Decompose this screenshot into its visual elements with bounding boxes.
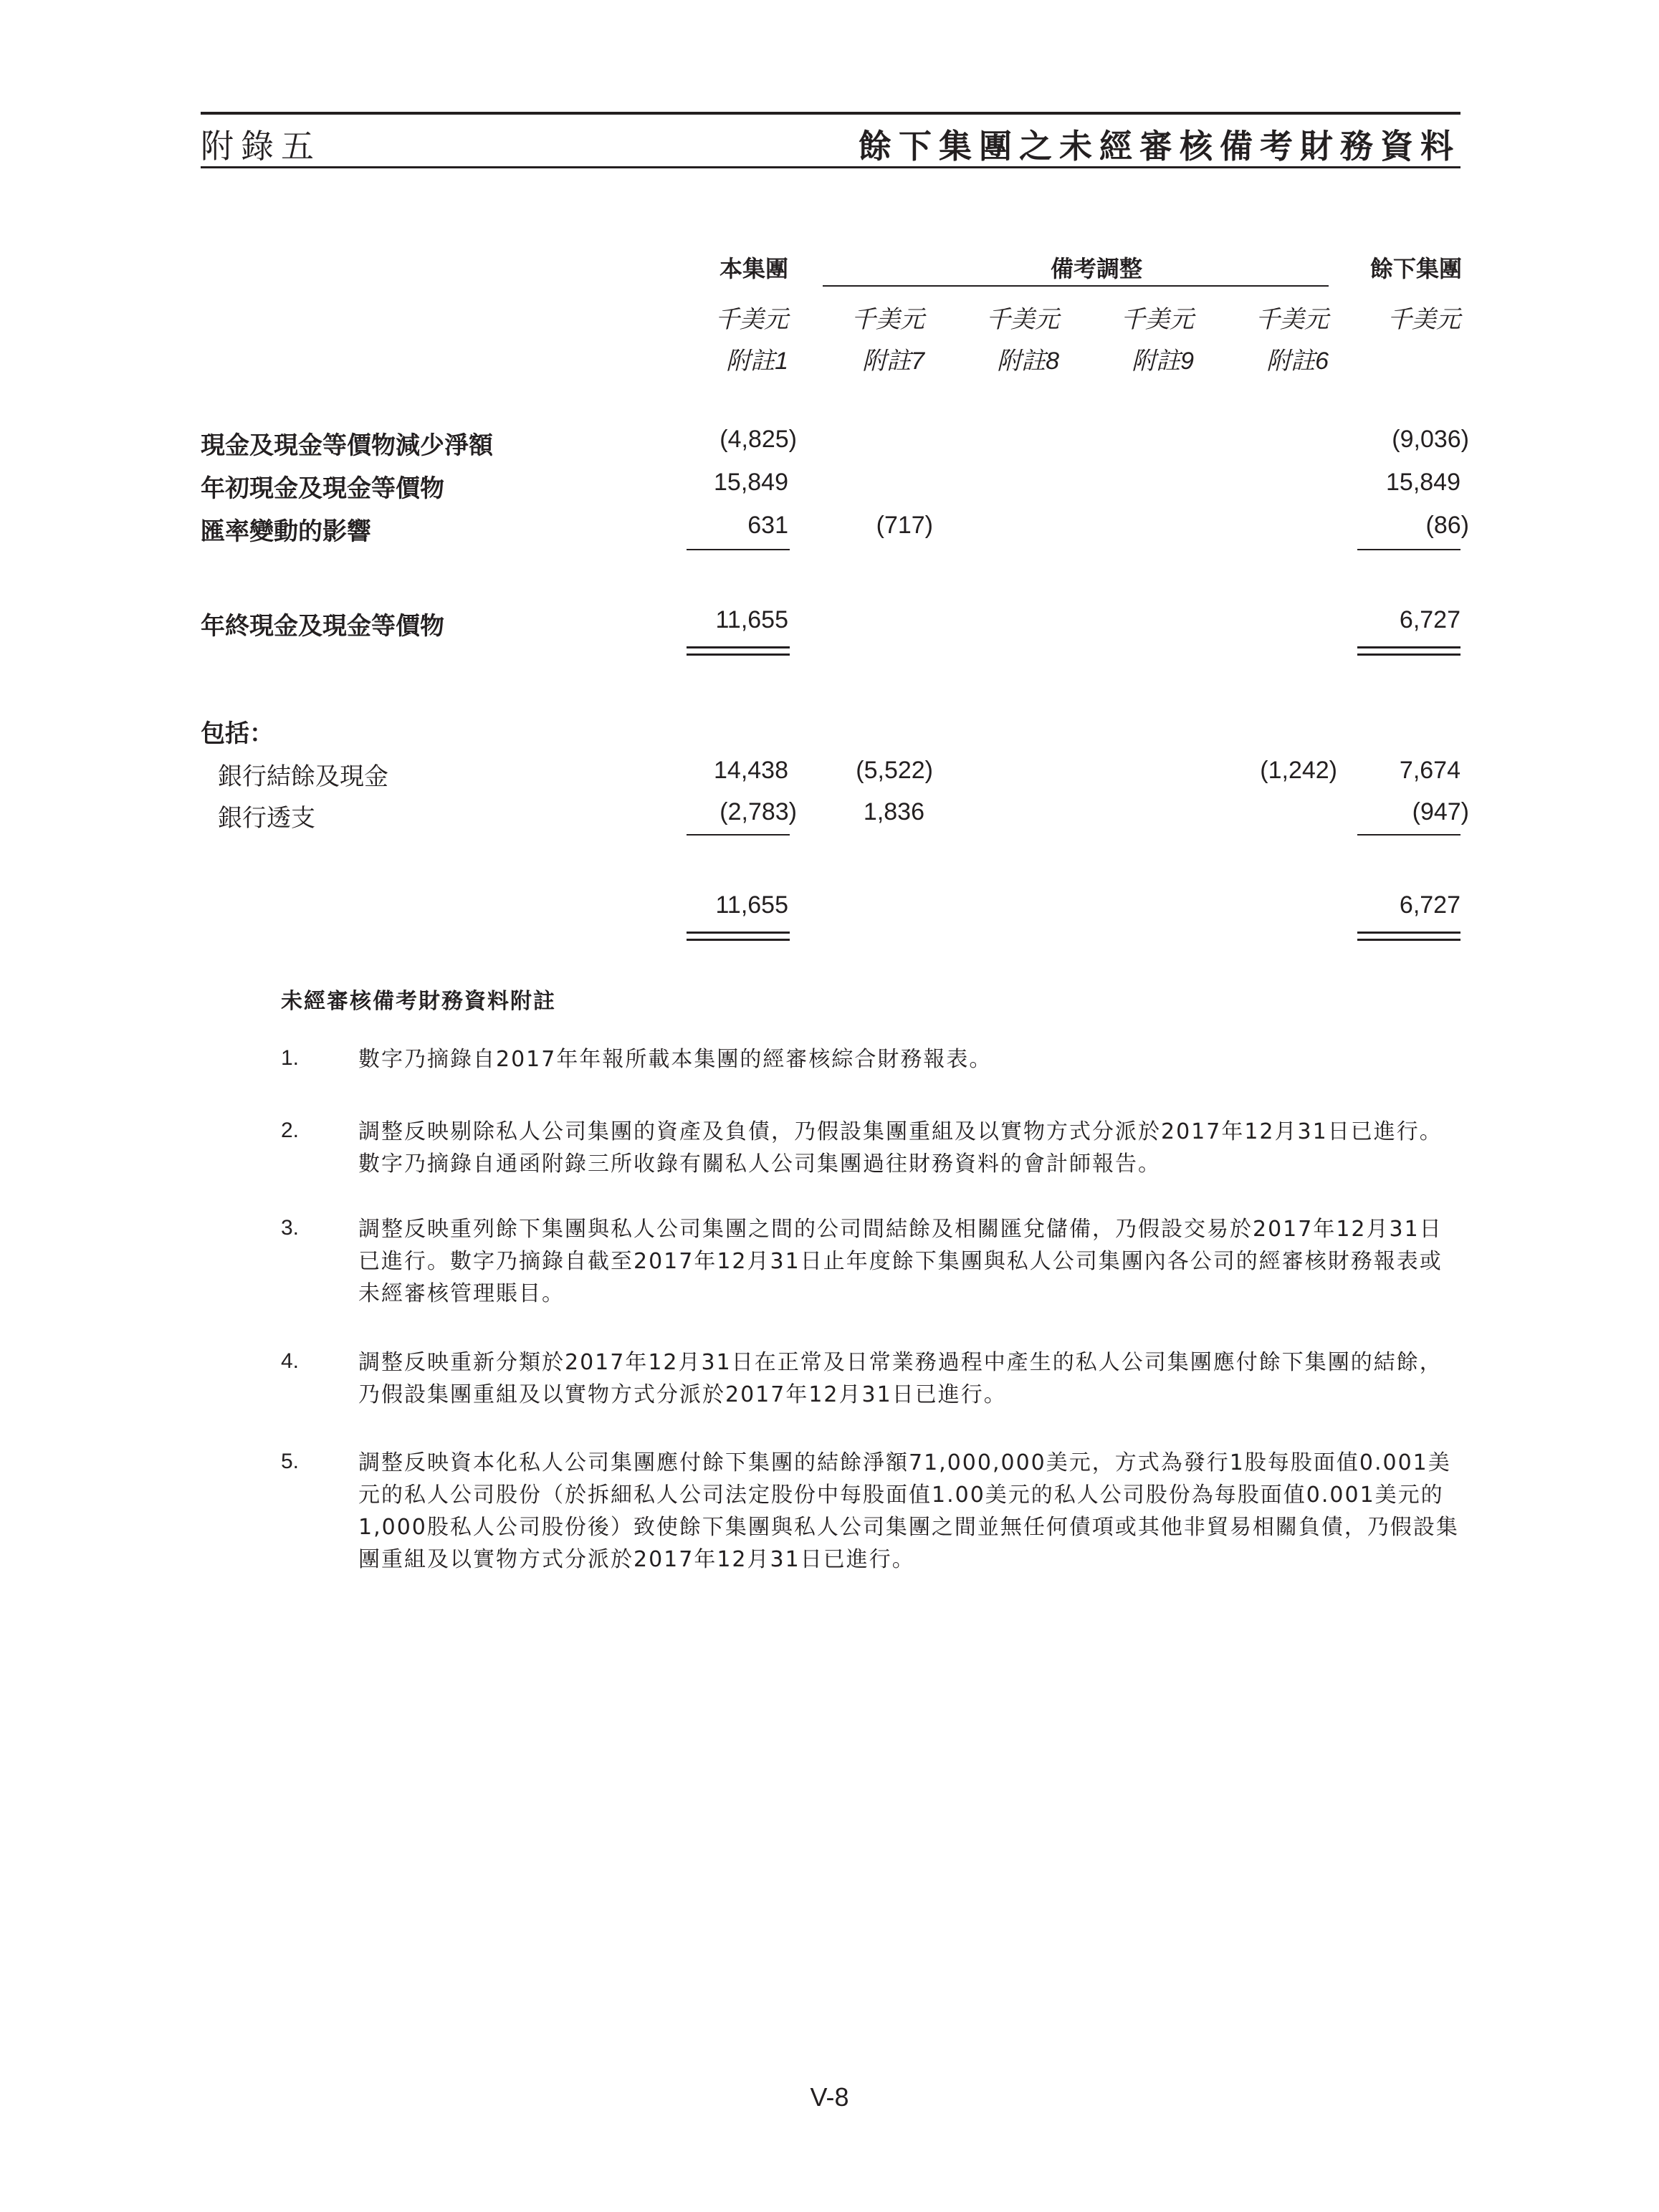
note-number: 4. xyxy=(281,1349,300,1373)
notes-title: 未經審核備考財務資料附註 xyxy=(281,989,556,1014)
row-label-bank-overdrafts: 銀行透支 xyxy=(218,804,315,833)
adjustments-header-rule xyxy=(823,285,1329,287)
noteref-col-2: 附註7 xyxy=(862,348,924,375)
cell-r1-c6: 15,849 xyxy=(1386,469,1460,496)
total-double-rule-2a-col-1 xyxy=(687,932,790,934)
cell-r6-c1: (2,783) xyxy=(719,798,797,825)
cell-r7-c1: 11,655 xyxy=(715,891,788,919)
cell-r6-c2: 1,836 xyxy=(863,798,924,825)
total-double-rule-2a-col-6 xyxy=(1357,932,1460,934)
cell-r6-c6: (947) xyxy=(1412,798,1469,825)
row-label-comprising: 包括： xyxy=(201,719,274,748)
col-header-adjustments: 備考調整 xyxy=(1050,255,1142,282)
note-number: 3. xyxy=(281,1216,300,1240)
cell-r0-c6: (9,036) xyxy=(1392,426,1469,453)
cell-r2-c2: (717) xyxy=(876,512,933,539)
unit-col-4: 千美元 xyxy=(1121,306,1194,333)
cell-r3-c1: 11,655 xyxy=(715,606,788,633)
noteref-col-4: 附註9 xyxy=(1132,348,1194,375)
row-label-beginning-balance: 年初現金及現金等價物 xyxy=(201,474,444,503)
row-label-bank-balances: 銀行結餘及現金 xyxy=(218,762,388,791)
noteref-col-3: 附註8 xyxy=(997,348,1059,375)
cell-r5-c5: (1,242) xyxy=(1260,757,1337,784)
noteref-col-1: 附註1 xyxy=(726,348,788,375)
total-double-rule-a-col-1 xyxy=(687,646,790,648)
note-text: 調整反映重列餘下集團與私人公司集團之間的公司間結餘及相關匯兌儲備，乃假設交易於2017年12月31日已進行。數字乃摘錄自截至2017年12月31日止年度餘下集團與私人公司集團內各公司的經審核財務報表或未經審核管理賬目。 xyxy=(358,1217,1443,1306)
unit-col-1: 千美元 xyxy=(715,306,788,333)
note-text: 調整反映重新分類於2017年12月31日在正常及日常業務過程中產生的私人公司集團應付餘下集團的結餘，乃假設集團重組及以實物方式分派於2017年12月31日已進行。 xyxy=(358,1350,1443,1407)
unit-col-3: 千美元 xyxy=(986,306,1059,333)
subtotal-rule-col-6 xyxy=(1357,549,1460,550)
cell-r3-c6: 6,727 xyxy=(1399,606,1460,633)
note-number: 2. xyxy=(281,1119,300,1142)
cell-r7-c6: 6,727 xyxy=(1399,891,1460,919)
page-number: V-8 xyxy=(810,2082,849,2112)
col-header-group: 本集團 xyxy=(719,255,788,282)
cell-r0-c1: (4,825) xyxy=(719,426,797,453)
note-number: 1. xyxy=(281,1046,300,1070)
appendix-label: 附錄五 xyxy=(201,127,321,166)
row-label-ending-balance: 年終現金及現金等價物 xyxy=(201,612,444,641)
unit-col-5: 千美元 xyxy=(1256,306,1329,333)
header-bottom-rule xyxy=(201,166,1460,168)
total-double-rule-b-col-6 xyxy=(1357,653,1460,656)
total-double-rule-2b-col-1 xyxy=(687,939,790,941)
row-label-net-decrease: 現金及現金等價物減少淨額 xyxy=(201,431,493,460)
noteref-col-5: 附註6 xyxy=(1266,348,1329,375)
row-label-fx-effect: 匯率變動的影響 xyxy=(201,517,371,546)
total-double-rule-a-col-6 xyxy=(1357,646,1460,648)
note-text: 調整反映資本化私人公司集團應付餘下集團的結餘淨額71,000,000美元，方式為發行1股每股面值0.001美元的私人公司股份（於拆細私人公司法定股份中每股面值1.00美元的私人公司股份為每股面值0.001美元的1,000股私人公司股份後）致使餘下集團與私人公司集團之間並無任何債項或其他非貿易相關負債，乃假設集團重組及以實物方式分派於2017年12月31日已進行。 xyxy=(358,1450,1459,1572)
header-top-rule xyxy=(201,112,1460,115)
cell-r5-c6: 7,674 xyxy=(1399,757,1460,784)
total-double-rule-b-col-1 xyxy=(687,653,790,656)
cell-r2-c1: 631 xyxy=(747,512,788,539)
unit-col-6: 千美元 xyxy=(1387,306,1460,333)
subtotal-rule-2-col-1 xyxy=(687,834,790,836)
total-double-rule-2b-col-6 xyxy=(1357,939,1460,941)
unit-col-2: 千美元 xyxy=(851,306,924,333)
cell-r5-c2: (5,522) xyxy=(856,757,933,784)
cell-r5-c1: 14,438 xyxy=(714,757,788,784)
col-header-remaining: 餘下集團 xyxy=(1369,255,1462,282)
cell-r1-c1: 15,849 xyxy=(714,469,788,496)
page-title: 餘下集團之未經審核備考財務資料 xyxy=(859,127,1460,166)
note-number: 5. xyxy=(281,1450,300,1473)
cell-r2-c6: (86) xyxy=(1425,512,1469,539)
subtotal-rule-2-col-6 xyxy=(1357,834,1460,836)
note-text: 數字乃摘錄自2017年年報所載本集團的經審核綜合財務報表。 xyxy=(358,1047,993,1072)
subtotal-rule-col-1 xyxy=(687,549,790,550)
note-text: 調整反映剔除私人公司集團的資產及負債，乃假設集團重組及以實物方式分派於2017年12月31日已進行。數字乃摘錄自通函附錄三所收錄有關私人公司集團過往財務資料的會計師報告。 xyxy=(358,1119,1443,1177)
